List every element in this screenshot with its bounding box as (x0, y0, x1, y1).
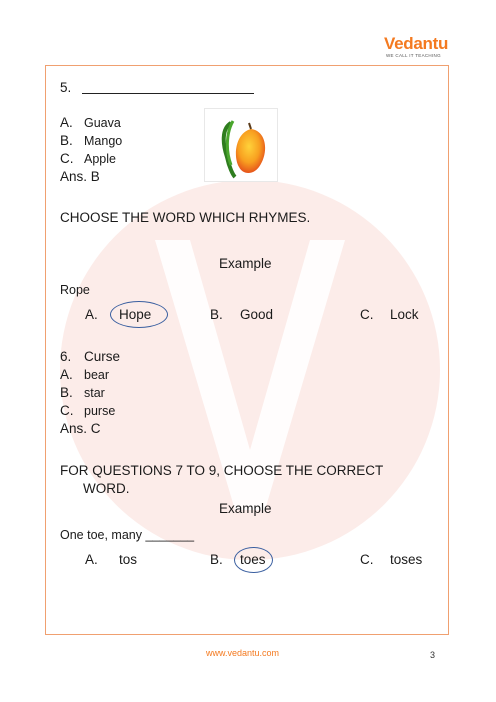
plural-example-sentence: One toe, many _______ (60, 528, 195, 542)
q5-option-a-letter: A. (60, 115, 73, 130)
plural-option-a-text: tos (119, 552, 138, 567)
rhyme-option-c-letter: C. (360, 307, 374, 322)
q5-option-a-text: Guava (84, 116, 121, 130)
q6-option-a-text: bear (84, 368, 110, 382)
q5-number: 5. (60, 80, 72, 95)
rhyme-example-label: Example (219, 256, 272, 271)
mango-image (204, 108, 278, 182)
plural-example-label: Example (219, 501, 272, 516)
plural-option-a-letter: A. (85, 552, 98, 567)
plural-option-b-text: toes (240, 552, 266, 567)
logo-tagline: WE CALL IT TEACHING (386, 53, 441, 58)
rhyme-option-a-text: Hope (119, 307, 152, 322)
q6-option-c-text: purse (84, 404, 116, 418)
rhyme-option-c-text: Lock (390, 307, 419, 322)
q6-word: Curse (84, 349, 121, 364)
q6-option-b-text: star (84, 386, 105, 400)
plural-option-b-letter: B. (210, 552, 223, 567)
q5-option-c-text: Apple (84, 152, 116, 166)
plural-instruction-line1: FOR QUESTIONS 7 TO 9, CHOOSE THE CORRECT (60, 463, 384, 478)
q6-answer: Ans. C (60, 421, 101, 436)
q6-number: 6. (60, 349, 72, 364)
q5-answer: Ans. B (60, 169, 100, 184)
plural-option-c-text: toses (390, 552, 423, 567)
rhyme-option-b-letter: B. (210, 307, 223, 322)
vedantu-logo (384, 34, 448, 62)
plural-instruction-line2: WORD. (83, 481, 130, 496)
q6-option-c-letter: C. (60, 403, 74, 418)
logo-wordmark: Vedantu (384, 34, 449, 53)
q6-option-b-letter: B. (60, 385, 73, 400)
plural-option-c-letter: C. (360, 552, 374, 567)
footer-url-link[interactable]: www.vedantu.com (206, 648, 280, 658)
rhyme-example-word: Rope (60, 283, 90, 297)
q5-option-b-letter: B. (60, 133, 73, 148)
q6-option-a-letter: A. (60, 367, 73, 382)
rhyme-option-b-text: Good (240, 307, 274, 322)
q5-option-b-text: Mango (84, 134, 123, 148)
rhyme-option-a-letter: A. (85, 307, 98, 322)
rhyme-instruction: CHOOSE THE WORD WHICH RHYMES. (60, 210, 311, 225)
q5-answer-blank (82, 93, 254, 94)
page-number: 3 (430, 650, 436, 660)
q5-option-c-letter: C. (60, 151, 74, 166)
